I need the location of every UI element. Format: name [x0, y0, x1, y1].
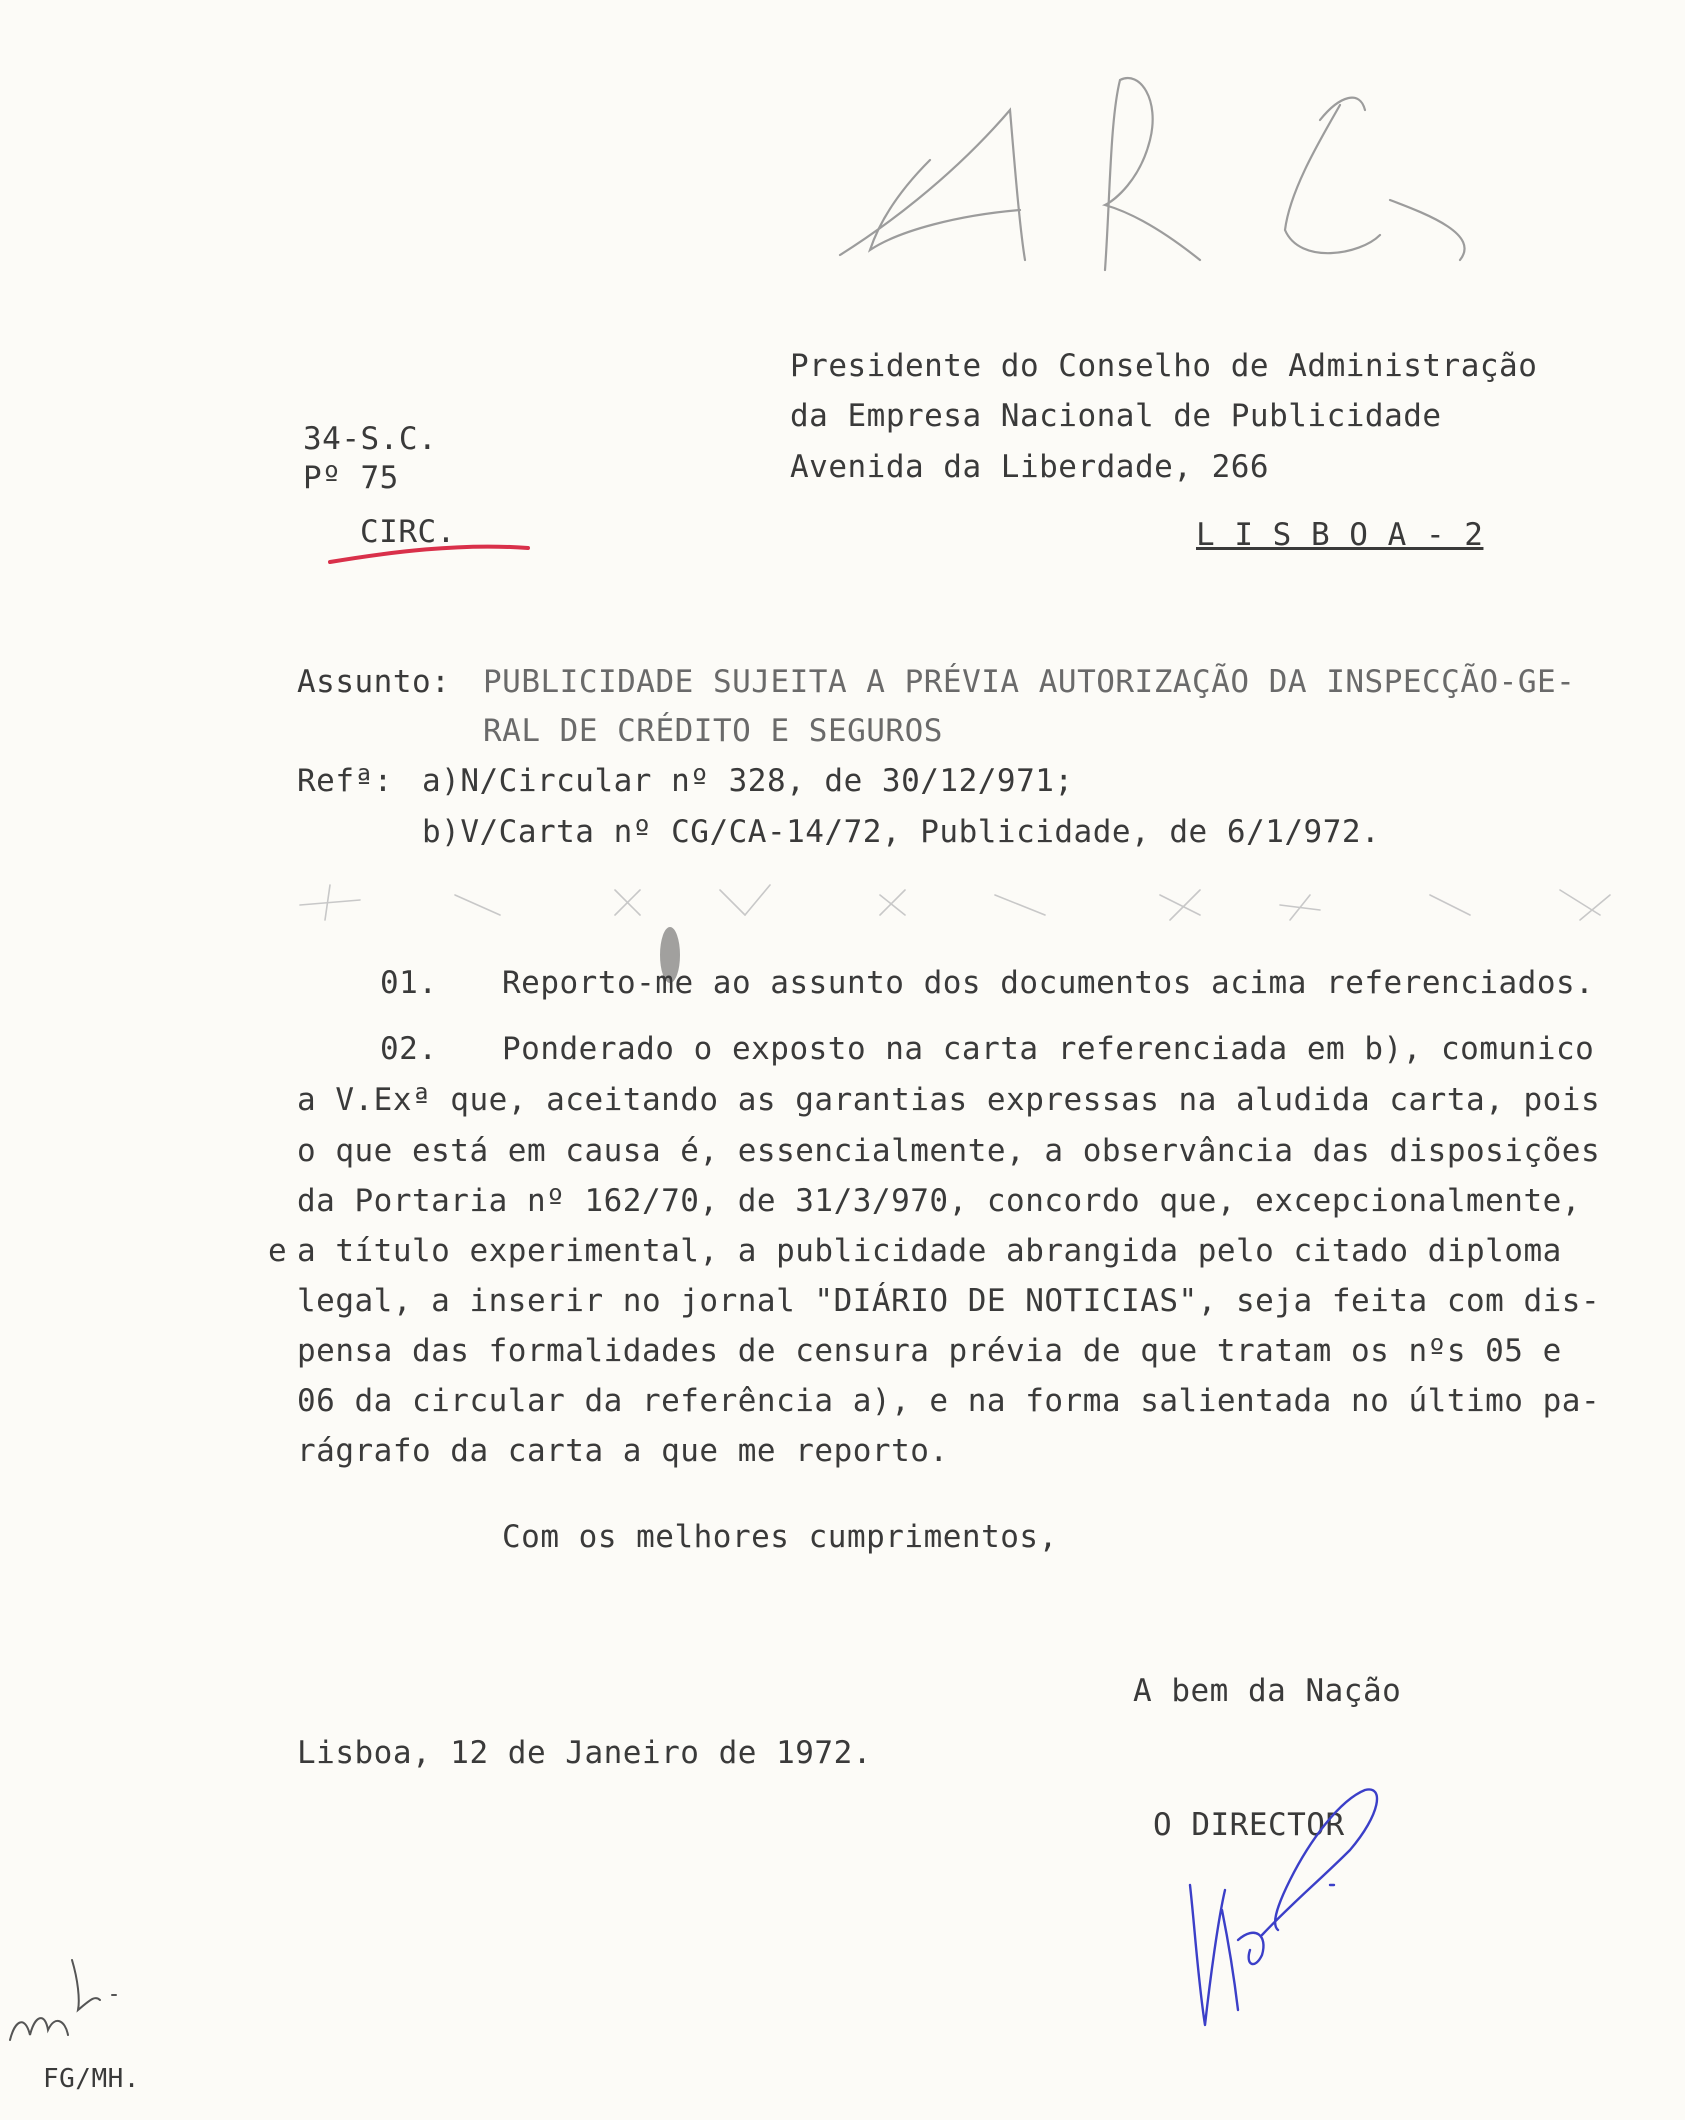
addressee-line-2: da Empresa Nacional de Publicidade	[790, 398, 1442, 434]
salutation: A bem da Nação	[1133, 1673, 1402, 1709]
paragraph-1-text: Reporto-me ao assunto dos documentos acima referenciados.	[502, 965, 1595, 1001]
ref-a: a)N/Circular nº 328, de 30/12/971;	[422, 763, 1074, 799]
reference-code: 34-S.C.	[303, 421, 438, 457]
paragraph-2-line-7: pensa das formalidades de censura prévia de que tratam os nºs 05 e	[297, 1333, 1562, 1369]
paragraph-2-line-2: a V.Exª que, aceitando as garantias expressas na aludida carta, pois	[297, 1082, 1601, 1118]
circ-label: CIRC.	[360, 514, 456, 550]
paragraph-2-line-4: da Portaria nº 162/70, de 31/3/970, concordo que, excepcionalmente,	[297, 1183, 1581, 1219]
addressee-city: L I S B O A - 2	[1196, 517, 1484, 553]
paragraph-2-line-6: legal, a inserir no jornal "DIÁRIO DE NOTICIAS", seja feita com dis-	[297, 1283, 1601, 1319]
typist-initials: FG/MH.	[43, 2064, 140, 2094]
paragraph-1-number: 01.	[380, 965, 438, 1001]
subject-line-2: RAL DE CRÉDITO E SEGUROS	[483, 713, 943, 749]
signatory-title: O DIRECTOR	[1153, 1807, 1345, 1843]
subject-label: Assunto:	[297, 664, 451, 700]
closing: Com os melhores cumprimentos,	[502, 1519, 1058, 1555]
ref-b: b)V/Carta nº CG/CA-14/72, Publicidade, de 6/1/972.	[422, 814, 1381, 850]
paragraph-2-line-9: rágrafo da carta a que me reporto.	[297, 1433, 949, 1469]
subject-line-1: PUBLICIDADE SUJEITA A PRÉVIA AUTORIZAÇÃO DA INSPECÇÃO-GE-	[483, 664, 1576, 700]
paragraph-2-number: 02.	[380, 1031, 438, 1067]
addressee-line-3: Avenida da Liberdade, 266	[790, 449, 1270, 485]
paragraph-2-line-3: o que está em causa é, essencialmente, a observância das disposições	[297, 1133, 1601, 1169]
paragraph-2-line-1: Ponderado o exposto na carta referenciada em b), comunico	[502, 1031, 1595, 1067]
date-line: Lisboa, 12 de Janeiro de 1972.	[297, 1735, 872, 1771]
addressee-line-1: Presidente do Conselho de Administração	[790, 348, 1538, 384]
paragraph-2-line-8: 06 da circular da referência a), e na forma salientada no último pa-	[297, 1383, 1601, 1419]
process-number: Pº 75	[303, 460, 399, 496]
paragraph-2-line-5: a título experimental, a publicidade abrangida pelo citado diploma	[297, 1233, 1562, 1269]
paragraph-2-line-5-prefix: e	[268, 1233, 288, 1269]
refs-label: Refª:	[297, 763, 393, 799]
